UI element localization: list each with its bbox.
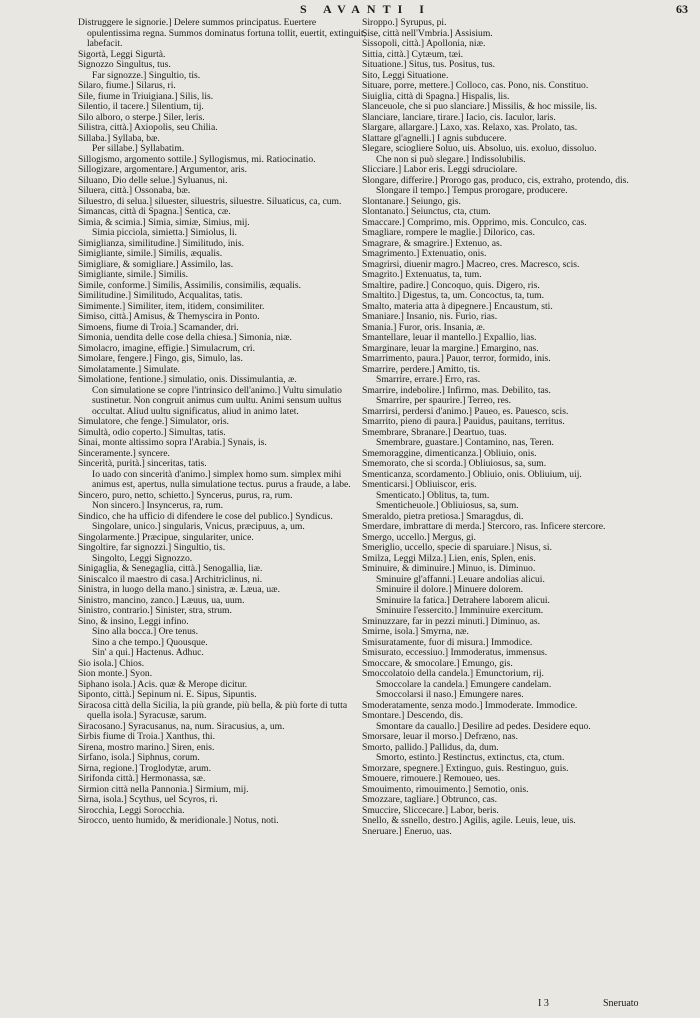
dictionary-entry: Smoderatamente, senza modo.] Immoderate. Immodice. — [362, 699, 578, 711]
dictionary-entry: Smouere, rimouere.] Remoueo, ues. — [362, 773, 501, 784]
dictionary-entry: Smoccare, & smocolare.] Emungo, gis. — [362, 657, 513, 669]
dictionary-entry: Smaniare.] Insanio, nis. Furio, rias. — [362, 311, 498, 322]
dictionary-entry: Smemorato, che si scorda.] Obliuiosus, sa, sum. — [362, 458, 547, 469]
dictionary-entry: Siracosano.] Syracusanus, na, num. Siracusius, a, um. — [78, 720, 285, 732]
dictionary-entry: Simiso, città.] Amisus, & Themyscira in Ponto. — [78, 311, 260, 322]
dictionary-entry: Simile, conforme.] Similis, Assimilis, consimilis, æqualis. — [78, 279, 302, 291]
catchword: Sneruato — [603, 998, 639, 1009]
dictionary-entry: Sino a che tempo.] Quousque. — [92, 636, 208, 648]
dictionary-entry: Sirifonda città.] Hermonassa, sæ. — [78, 773, 206, 784]
dictionary-entry: Smontare.] Descendo, dis. — [362, 710, 463, 721]
dictionary-entry: Smarrire, indebolire.] Infirmo, mas. Debilito, tas. — [362, 384, 551, 396]
dictionary-entry: Smagrirsi, diuenir magro.] Macreo, cres. Macresco, scis. — [362, 258, 580, 270]
dictionary-entry: Simia, & scimia.] Simia, simiæ, Simius, mij. — [78, 216, 250, 228]
dictionary-entry: Smarrire, perdere.] Amitto, tis. — [362, 363, 481, 375]
dictionary-entry: Sino alla bocca.] Ore tenus. — [92, 626, 199, 637]
dictionary-entry: Simigliante, simile.] Similis. — [78, 269, 189, 280]
dictionary-entry: Smorsare, leuar il morso.] Defræno, nas. — [362, 731, 518, 742]
dictionary-entry: Sinistro, mancino, zanco.] Læuus, ua, uum. — [78, 594, 245, 606]
dictionary-entry: Sinistra, in luogo della mano.] sinistra, æ. Læua, uæ. — [78, 584, 280, 595]
dictionary-entry: Distruggere le signorie.] Delere summos principatus. Euertere opulentissima regna. Summos dominatus fortuna tollit, euertit, extinguit, labefacit. — [78, 18, 366, 49]
dictionary-entry: Smenticarsi.] Obliuiscor, eris. — [362, 479, 477, 490]
dictionary-entry: Smuccire, Sliccecare.] Labor, beris. — [362, 804, 499, 816]
dictionary-entry: Non sincero.] Insyncerus, ra, rum. — [92, 500, 224, 511]
dictionary-entry: Slontanato.] Seiunctus, cta, ctum. — [362, 206, 491, 217]
dictionary-entry: Signozzo Singultus, tus. — [78, 59, 171, 70]
dictionary-entry: Sillogizare, argomentare.] Argumentor, aris. — [78, 164, 247, 175]
dictionary-entry: Slanceuole, che si puo slanciare.] Missilis, & hoc missile, lis. — [362, 101, 598, 112]
dictionary-entry: Singolare, unico.] singularis, Vnicus, præcipuus, a, um. — [92, 521, 305, 532]
dictionary-entry: Sinigaglia, & Senegaglia, città.] Senogallia, liæ. — [78, 563, 263, 574]
dictionary-entry: Sminuire, & diminuire.] Minuo, is. Diminuo. — [362, 563, 536, 574]
dictionary-entry: Sirbis fiume di Troia.] Xanthus, thi. — [78, 731, 215, 742]
dictionary-entry: Smania.] Furor, oris. Insania, æ. — [362, 321, 485, 333]
dictionary-entry: Sittia, città.] Cytæum, tæi. — [362, 48, 464, 60]
dictionary-entry: Smantellare, leuar il mantello.] Expallio, lias. — [362, 332, 537, 343]
dictionary-entry: Siracosa città della Sicilia, la più grande, più bella, & più forte di tutta quella isola.] Syracusæ, sarum. — [78, 699, 348, 721]
dictionary-entry: Siniscalco il maestro di casa.] Architriclinus, ni. — [78, 573, 263, 585]
dictionary-entry: Sinai, monte altissimo sopra l'Arabia.] Synais, is. — [78, 437, 267, 448]
dictionary-entry: Smenticheuole.] Obliuiosus, sa, sum. — [376, 500, 519, 511]
dictionary-entry: Smalto, materia atta à dipegnere.] Encaustum, sti. — [362, 300, 553, 312]
dictionary-entry: Silo alboro, o sterpe.] Siler, leris. — [78, 111, 205, 123]
page-footer — [0, 998, 700, 1014]
left-column — [78, 18, 370, 948]
dictionary-entry: Smarginare, leuar la margine.] Emargino, nas. — [362, 342, 539, 354]
dictionary-entry: Silistra, città.] Axiopolis, seu Chilia. — [78, 122, 218, 133]
dictionary-entry: Smenticato.] Oblitus, ta, tum. — [376, 489, 490, 501]
dictionary-entry: Sillogismo, argomento sottile.] Syllogismus, mi. Ratiocinatio. — [78, 153, 316, 165]
dictionary-entry: Smarrire, per spaurire.] Terreo, res. — [376, 395, 512, 406]
dictionary-entry: Sminuire la fatica.] Detrahere laborem alicui. — [376, 594, 550, 606]
dictionary-entry: Smarrito, pieno di paura.] Pauidus, pauitans, territus. — [362, 416, 565, 427]
dictionary-entry: Sillaba.] Syllaba, bæ. — [78, 132, 160, 144]
dictionary-entry: Sirocco, uento humido, & meridionale.] Notus, noti. — [78, 815, 279, 826]
dictionary-entry: Smembrare, guastare.] Contamino, nas, Teren. — [376, 437, 554, 448]
dictionary-entry: Simultà, odio coperto.] Simultas, tatis. — [78, 426, 226, 438]
dictionary-entry: Smorto, estinto.] Restinctus, extinctus, cta, ctum. — [376, 752, 565, 763]
dictionary-entry: Smembrare, Sbranare.] Deartuo, tuas. — [362, 426, 507, 438]
dictionary-entry: Siroppo.] Syrupus, pi. — [362, 18, 447, 28]
dictionary-entry: Smeriglio, uccello, specie di sparuiare.] Nisus, si. — [362, 542, 552, 553]
dictionary-entry: Slegare, sciogliere Soluo, uis. Absoluo, uis. exoluo, dissoluo. — [362, 143, 597, 154]
dictionary-entry: Slattare gl'agnelli.] I agnis subducere. — [362, 132, 507, 144]
page-number: 63 — [676, 2, 688, 16]
dictionary-entry: Smilza, Leggi Milza.] Lien, enis, Splen, enis. — [362, 552, 536, 564]
dictionary-entry: Sminuire gl'affanni.] Leuare andolias alicui. — [376, 573, 545, 585]
dictionary-entry: Io uado con sincerità d'animo.] simplex homo sum. simplex mihi animus est, apertus, nulla simulatione tectus. purus a fraude, a labe. — [92, 468, 351, 490]
dictionary-entry: Per sillabe.] Syllabatim. — [92, 143, 185, 154]
dictionary-entry: Con simulatione se copre l'intrinsico dell'animo.] Vultu simulatio sustinetur. Non congruit animus cum uultu. Animi sensum uultus occultat. Aliud uultu significatus, aliud in animo latet. — [92, 384, 342, 417]
dictionary-entry: Slanciare, lanciare, tirare.] Iacio, cis. Iaculor, laris. — [362, 111, 556, 123]
dictionary-entry: Smarrirsi, perdersi d'animo.] Paueo, es. Pauesco, scis. — [362, 405, 569, 417]
dictionary-entry: Snello, & ssnello, destro.] Agilis, agile. Leuis, leue, uis. — [362, 815, 576, 826]
dictionary-entry: Smaccare.] Comprimo, mis. Opprimo, mis. Conculco, cas. — [362, 216, 587, 228]
dictionary-entry: Che non si può slegare.] Indissolubilis. — [376, 153, 526, 165]
dictionary-entry: Smontare da cauallo.] Desilire ad pedes. Desidere equo. — [376, 720, 591, 732]
dictionary-entry: Simiglianza, similitudine.] Similitudo, inis. — [78, 237, 245, 249]
dictionary-entry: Singolarmente.] Præcipue, singulariter, unice. — [78, 531, 254, 543]
dictionary-entry: Smeraldo, pietra pretiosa.] Smaragdus, di. — [362, 510, 524, 522]
dictionary-entry: Sincero, puro, netto, schietto.] Syncerus, purus, ra, rum. — [78, 489, 293, 501]
dictionary-entry: Simancas, città di Spagna.] Sentica, cæ. — [78, 206, 231, 217]
dictionary-entry: Smarrimento, paura.] Pauor, terror, formido, inis. — [362, 353, 551, 364]
dictionary-entry: Smorzare, spegnere.] Extinguo, guis. Restinguo, guis. — [362, 762, 569, 774]
dictionary-entry: Smorto, pallido.] Pallidus, da, dum. — [362, 741, 499, 753]
dictionary-entry: Siluano, Dio delle selue.] Syluanus, ni. — [78, 174, 228, 186]
dictionary-entry: Silaro, fiume.] Silarus, ri. — [78, 80, 176, 91]
dictionary-entry: Smisuratamente, fuor di misura.] Immodice. — [362, 636, 533, 648]
dictionary-entry: Siluestro, di selua.] siluester, siluestris, siluestre. Siluaticus, ca, cum. — [78, 195, 342, 207]
dictionary-entry: Silentio, il tacere.] Silentium, tij. — [78, 101, 204, 112]
dictionary-entry: Sirmion città nella Pannonia.] Sirmium, mij. — [78, 783, 249, 795]
dictionary-entry: Smerdare, imbrattare di merda.] Stercoro, ras. Inficere stercore. — [362, 521, 606, 532]
dictionary-entry: Sino, & insino, Leggi infino. — [78, 615, 189, 627]
dictionary-entry: Smoccolarsi il naso.] Emungere nares. — [376, 689, 524, 700]
dictionary-entry: Slongare, differire.] Prorogo gas, produco, cis, extraho, protendo, dis. — [362, 174, 629, 186]
dictionary-entry: Simia picciola, simietta.] Simiolus, li. — [92, 227, 237, 238]
signature-mark: I 3 — [538, 998, 549, 1009]
dictionary-entry: Smozzare, tagliare.] Obtrunco, cas. — [362, 794, 498, 805]
dictionary-entry: Smergo, uccello.] Mergus, gi. — [362, 531, 476, 543]
dictionary-entry: Siuiglia, città di Spagna.] Hispalis, lis. — [362, 90, 510, 102]
dictionary-entry: Smenticanza, scordamento.] Obliuio, onis. Obliuium, uij. — [362, 468, 582, 480]
dictionary-entry: Simoens, fiume di Troia.] Scamander, dri. — [78, 321, 239, 333]
dictionary-entry: Smagrare, & smagrire.] Extenuo, as. — [362, 237, 503, 249]
dictionary-entry: Simolatamente.] Simulate. — [78, 363, 181, 375]
running-head-title: S AVANTI I — [300, 2, 431, 16]
dictionary-entry: Simigliante, simile.] Similis, æqualis. — [78, 248, 223, 259]
dictionary-entry: Siponto, città.] Sepinum ni. E. Sipus, Sipuntis. — [78, 689, 257, 700]
dictionary-entry: Smagrimento.] Extenuatio, onis. — [362, 248, 487, 259]
dictionary-entry: Sirfano, isola.] Siphnus, corum. — [78, 752, 200, 763]
dictionary-entry: Siluera, città.] Ossonaba, bæ. — [78, 185, 191, 196]
dictionary-entry: Sin' a qui.] Hactenus. Adhuc. — [92, 647, 204, 658]
dictionary-entry: Sito, Leggi Situatione. — [362, 69, 449, 81]
dictionary-entry: Smarrire, errare.] Erro, ras. — [376, 374, 481, 385]
dictionary-entry: Sio isola.] Chios. — [78, 657, 145, 669]
dictionary-entry: Similitudine.] Similitudo, Acqualitas, tatis. — [78, 290, 243, 301]
dictionary-entry: Smemoraggine, dimenticanza.] Obliuio, onis. — [362, 447, 537, 459]
dictionary-entry: Singoltire, far signozzi.] Singultio, tis. — [78, 542, 226, 553]
dictionary-entry: Situatione.] Situs, tus. Positus, tus. — [362, 59, 496, 70]
dictionary-entry: Sirena, mostro marino.] Siren, enis. — [78, 741, 215, 753]
dictionary-entry: Smouimento, rimouimento.] Semotio, onis. — [362, 783, 529, 795]
dictionary-entry: Sinistro, contrario.] Sinister, stra, strum. — [78, 605, 232, 616]
dictionary-entry: Slargare, allargare.] Laxo, xas. Relaxo, xas. Prolato, tas. — [362, 122, 578, 133]
dictionary-entry: Sminuire l'essercito.] Imminuire exercitum. — [376, 605, 544, 616]
dictionary-entry: Simolatione, fentione.] simulatio, onis. Dissimulantia, æ. — [78, 374, 297, 385]
dictionary-entry: Sinceramente.] syncere. — [78, 447, 170, 459]
dictionary-entry: Simimente.] Similiter, item, itidem, consimiliter. — [78, 300, 265, 312]
dictionary-entry: Siphano isola.] Acis. quæ & Merope dicitur. — [78, 678, 248, 690]
dictionary-entry: Simulatore, che fenge.] Simulator, oris. — [78, 416, 229, 427]
dictionary-entry: Simolacro, imagine, effigie.] Simulacrum, cri. — [78, 342, 255, 354]
dictionary-entry: Sirna, regione.] Troglodytæ, arum. — [78, 762, 211, 774]
dictionary-entry: Smirne, isola.] Smyrna, næ. — [362, 626, 469, 637]
dictionary-entry: Sminuzzare, far in pezzi minuti.] Diminuo, as. — [362, 615, 540, 627]
dictionary-entry: Smaltire, padire.] Concoquo, quis. Digero, ris. — [362, 279, 540, 291]
dictionary-entry: Sise, città nell'Vmbria.] Assisium. — [362, 27, 493, 39]
dictionary-entry: Sion monte.] Syon. — [78, 668, 153, 679]
right-column — [362, 18, 692, 1003]
dictionary-entry: Singolto, Leggi Signozzo. — [92, 552, 193, 564]
dictionary-entry: Simonia, uendita delle cose della chiesa.] Simonia, niæ. — [78, 332, 292, 343]
dictionary-entry: Sminuire il dolore.] Minuere dolorem. — [376, 584, 524, 595]
dictionary-entry: Situare, porre, mettere.] Colloco, cas. Pono, nis. Constituo. — [362, 80, 589, 91]
dictionary-entry: Smoccolatoio della candela.] Emunctorium, rij. — [362, 668, 544, 679]
dictionary-entry: Slontanare.] Seiungo, gis. — [362, 195, 461, 207]
dictionary-entry: Sneruare.] Eneruo, uas. — [362, 825, 452, 837]
dictionary-entry: Smaltito.] Digestus, ta, um. Concoctus, ta, tum. — [362, 290, 545, 301]
dictionary-entry: Sirocchia, Leggi Sorocchia. — [78, 804, 185, 816]
dictionary-entry: Sigortà, Leggi Sigurtà. — [78, 48, 166, 60]
dictionary-entry: Sissopoli, città.] Apollonia, niæ. — [362, 38, 486, 49]
dictionary-entry: Sirna, isola.] Scythus, uel Scyros, ri. — [78, 794, 218, 805]
dictionary-entry: Far signozze.] Singultio, tis. — [92, 69, 201, 81]
dictionary-entry: Smagrito.] Extenuatus, ta, tum. — [362, 269, 482, 280]
dictionary-entry: Sincerità, purità.] sinceritas, tatis. — [78, 458, 207, 469]
dictionary-entry: Sindico, che ha ufficio di difendere le cose del publico.] Syndicus. — [78, 510, 333, 522]
dictionary-entry: Simolare, fengere.] Fingo, gis, Simulo, las. — [78, 353, 243, 364]
dictionary-entry: Smisurato, eccessiuo.] Immoderatus, immensus. — [362, 647, 548, 658]
dictionary-entry: Smagliare, rompere le maglie.] Dilorico, cas. — [362, 227, 535, 238]
dictionary-entry: Slongare il tempo.] Tempus prorogare, producere. — [376, 185, 568, 196]
dictionary-entry: Smoccolare la candela.] Emungere candelam. — [376, 678, 552, 690]
dictionary-entry: Simigliare, & somigliare.] Assimilo, las. — [78, 258, 234, 270]
dictionary-entry: Sile, fiume in Triuigiana.] Silis, lis. — [78, 90, 214, 102]
dictionary-entry: Slicciare.] Labor eris. Leggi sdruciolare. — [362, 164, 518, 175]
